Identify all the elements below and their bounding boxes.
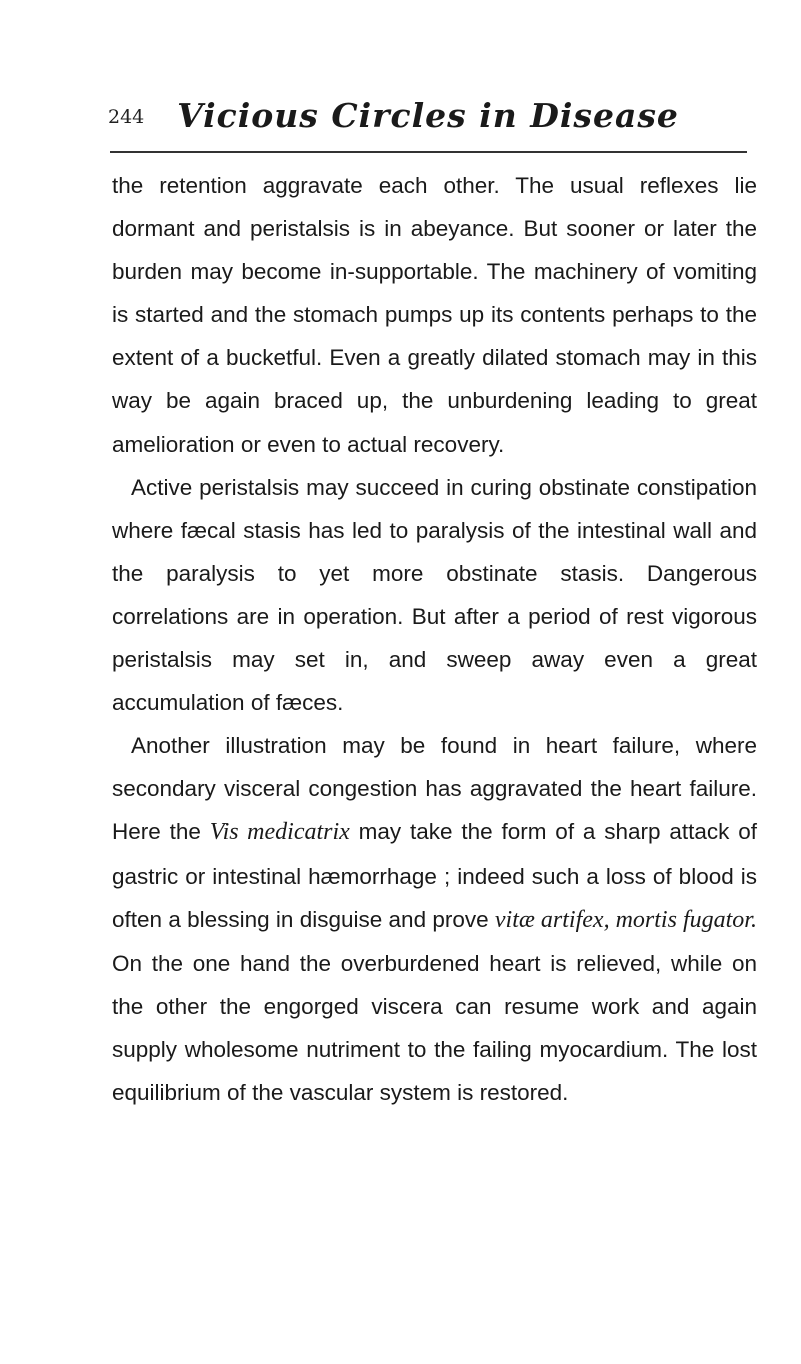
running-head <box>108 96 748 142</box>
latin-phrase-vis-medicatrix: Vis medicatrix <box>209 819 350 846</box>
header-rule <box>110 151 747 153</box>
latin-phrase-vitae-artifex: vitæ artifex, mortis fugator. <box>494 906 757 933</box>
body-text <box>112 164 757 1114</box>
paragraph-1 <box>112 164 757 466</box>
paragraph-1-text: the retention aggravate each other. The usual reflexes lie dormant and peristalsis is in abeyance. But sooner or later the burden may become in-supportable. The machinery of vomiting is started and the stomach pumps up its contents perhaps to the extent of a bucketful. Even a greatly dilated stomach may in this way be again braced up, the unburdening leading to great amelioration or even to actual recovery. <box>112 173 757 457</box>
page-number: 244 <box>108 106 145 128</box>
running-title: Vicious Circles in Disease <box>177 96 679 135</box>
paragraph-3-text-b: may take the form of a sharp attack of gastric or intestinal hæmorrhage ; indeed such a loss of blood is often a blessing in disguise and prove <box>112 819 757 932</box>
paragraph-2 <box>112 466 757 725</box>
paragraph-3-text-c: On the one hand the overburdened heart is relieved, while on the other the engorged viscera can resume work and again supply wholesome nutriment to the failing myocardium. The lost equilibrium of the vascular system is restored. <box>112 950 757 1105</box>
paragraph-2-text: Active peristalsis may succeed in curing obstinate constipation where fæcal stasis has led to paralysis of the intestinal wall and the paralysis to yet more obstinate stasis. Dangerous correlations are in operation. But after a period of rest vigorous peristalsis may set in, and sweep away even a great accumulation of fæces. <box>112 474 757 716</box>
paragraph-3-text-a: Another illustration may be found in heart failure, where secondary visceral congestion has aggravated the heart failure. Here the <box>112 733 757 845</box>
paragraph-3 <box>112 724 757 1114</box>
